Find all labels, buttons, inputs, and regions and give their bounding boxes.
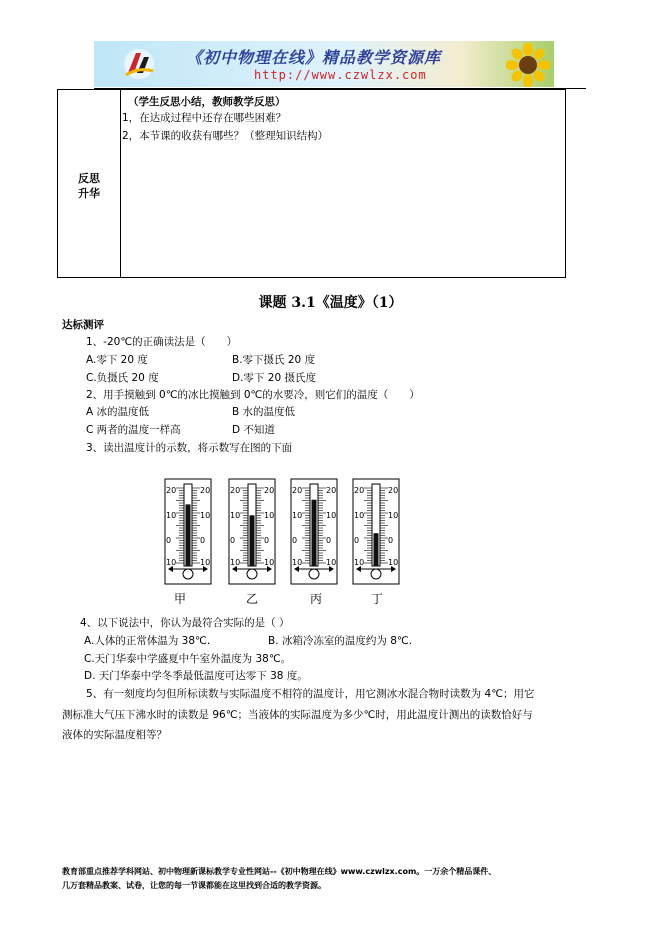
reflection-q1: 1，在达成过程中还存在哪些困难？ — [122, 112, 287, 124]
q4-option-a: A.人体的正常体温为 38℃. — [84, 635, 211, 647]
scale-label-l0: 20 — [166, 486, 177, 495]
scale-label-r2: 0 — [326, 536, 332, 545]
scale-label-r1: 10 — [326, 511, 337, 520]
scale-label-l0: 20 — [230, 486, 241, 495]
reflection-label-cell — [58, 90, 121, 277]
thermometer-jia — [164, 478, 212, 585]
banner-title: 《初中物理在线》精品教学资源库 — [186, 48, 442, 67]
q1-option-d: D.零下 20 摄氏度 — [232, 372, 316, 384]
scale-label-l0: 20 — [292, 486, 303, 495]
q4-option-b: B. 冰箱冷冻室的温度约为 8℃. — [268, 635, 413, 647]
scale-label-l1: 10 — [230, 511, 241, 520]
q5-line-2: 测标准大气压下沸水时的读数是 96℃；当液体的实际温度为多少℃时，用此温度计测出的读数恰好与 — [62, 709, 533, 721]
header-banner — [94, 41, 554, 87]
q5-line-3: 液体的实际温度相等？ — [62, 729, 167, 741]
scale-label-r0: 20 — [264, 486, 275, 495]
q4-option-d: D. 天门华泰中学冬季最低温度可达零下 38 度。 — [84, 670, 308, 682]
scale-label-l2: 0 — [354, 536, 360, 545]
q1-option-a: A.零下 20 度 — [86, 354, 148, 366]
scale-label-r0: 20 — [200, 486, 211, 495]
q3-stem: 3、读出温度计的示数，将示数写在图的下面 — [86, 442, 293, 454]
scale-label-l3: 10 — [166, 558, 177, 567]
q4-option-c: C.天门华泰中学盛夏中午室外温度为 38℃。 — [84, 653, 292, 665]
thermometer-label-bing: 丙 — [310, 592, 323, 606]
scale-label-l3: 10 — [230, 558, 241, 567]
mercury-column — [186, 504, 191, 566]
q2-option-c: C 两者的温度一样高 — [86, 424, 181, 436]
q4-stem: 4、以下说法中，你认为最符合实际的是（ ） — [80, 617, 290, 629]
scale-label-r1: 10 — [200, 511, 211, 520]
mercury-column — [374, 533, 379, 566]
q1-option-b: B.零下摄氏 20 度 — [232, 354, 316, 366]
q1-stem: 1、-20℃的正确读法是（ ） — [86, 336, 238, 348]
q2-option-a: A 冰的温度低 — [86, 406, 150, 418]
thermometer-label-ding: 丁 — [371, 592, 384, 606]
q1-option-c: C.负摄氏 20 度 — [86, 372, 159, 384]
site-logo-icon — [122, 47, 156, 81]
reflection-label-1: 反思 — [78, 172, 100, 185]
reflection-table — [57, 89, 566, 278]
reflection-heading: （学生反思小结，教师教学反思） — [128, 96, 286, 108]
thermometer-yi — [228, 478, 276, 585]
scale-label-l1: 10 — [292, 511, 303, 520]
thermometer-label-jia: 甲 — [174, 592, 187, 606]
scale-label-l2: 0 — [230, 536, 236, 545]
scale-label-l1: 10 — [166, 511, 177, 520]
reflection-q2: 2，本节课的收获有哪些？（整理知识结构） — [122, 130, 329, 142]
thermometer-bing — [290, 478, 338, 585]
scale-label-r2: 0 — [264, 536, 270, 545]
scale-label-r3: 10 — [200, 558, 211, 567]
q2-stem: 2、用手摸触到 0℃的冰比摸触到 0℃的水要冷，则它们的温度（ ） — [86, 389, 420, 401]
scale-label-l2: 0 — [166, 536, 172, 545]
scale-label-r2: 0 — [388, 536, 394, 545]
section-title: 达标测评 — [62, 319, 104, 331]
scale-label-r3: 10 — [264, 558, 275, 567]
scale-label-r3: 10 — [388, 558, 399, 567]
scale-label-r1: 10 — [264, 511, 275, 520]
scale-label-l3: 10 — [354, 558, 365, 567]
footer-line-2: 几万套精品教案、试卷，让您的每一节课都能在这里找到合适的教学资源。 — [62, 881, 326, 890]
thermometer-ding — [352, 478, 400, 585]
scale-label-l1: 10 — [354, 511, 365, 520]
mercury-column — [250, 515, 255, 566]
footer-line-1: 教育部重点推荐学科网站、初中物理新课标教学专业性网站--《初中物理在线》www.czwlzx.com。一万余个精品课件、 — [62, 867, 497, 876]
sunflower-icon — [506, 43, 550, 87]
scale-label-l2: 0 — [292, 536, 298, 545]
lesson-title: 课题 3.1《温度》（1） — [258, 295, 403, 311]
scale-label-r3: 10 — [326, 558, 337, 567]
reflection-label-2: 升华 — [78, 187, 100, 200]
q2-option-d: D 不知道 — [232, 424, 275, 436]
scale-label-l0: 20 — [354, 486, 365, 495]
mercury-column — [312, 500, 317, 566]
q2-option-b: B 水的温度低 — [232, 406, 296, 418]
scale-label-r0: 20 — [388, 486, 399, 495]
q5-line-1: 5、有一刻度均匀但所标读数与实际温度不相符的温度计，用它测冰水混合物时读数为 4℃；用它 — [86, 688, 535, 700]
banner-url[interactable]: http://www.czwlzx.com — [254, 68, 427, 82]
scale-label-r0: 20 — [326, 486, 337, 495]
scale-label-l3: 10 — [292, 558, 303, 567]
scale-label-r1: 10 — [388, 511, 399, 520]
scale-label-r2: 0 — [200, 536, 206, 545]
thermometer-label-yi: 乙 — [246, 592, 259, 606]
